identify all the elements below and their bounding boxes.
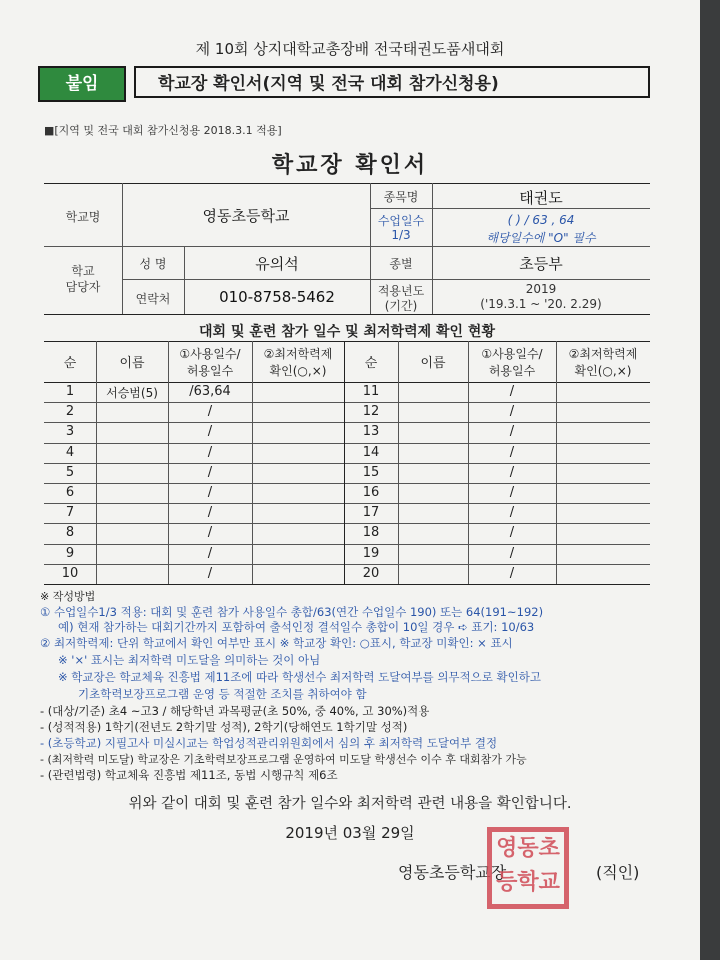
row-days: / [207,485,213,500]
contact-label: 연락처 [135,292,171,306]
row-days: / [207,404,213,419]
col-days-2-right: 허용일수 [488,364,536,378]
row-number: 8 [65,525,75,540]
row-days: / [509,546,515,561]
col-check-1-right: ②최저학력제 [568,347,638,361]
row-days: / [207,424,213,439]
note-2a: ② 최저학력제: 단위 학교에서 확인 여부만 표시 ※ 학교장 확인: ○표시, 학교장 미확인: × 표시 [40,636,513,650]
table-section-title: 대회 및 훈련 참가 일수 및 최저학력제 확인 현황 [199,324,495,340]
row-days: / [509,566,515,581]
days-note: 해당일수에 "O" 필수 [486,231,596,245]
note-2d: 기초학력보장프로그램 운영 등 적절한 조치를 취하여야 함 [78,687,367,701]
col-name-left: 이름 [119,356,145,371]
row-name: 서승범(5) [106,386,158,400]
row-number: 14 [362,445,380,460]
detail-5: - (관련법령) 학교체육 진흥법 제11조, 동법 시행규칙 제6조 [40,768,338,782]
row-number: 20 [362,566,380,581]
col-days-2-left: 허용일수 [186,364,234,378]
row-number: 6 [65,485,75,500]
col-name-right: 이름 [420,356,446,371]
form-tag: ■[지역 및 전국 대회 참가신청용 2018.3.1 적용] [44,124,282,137]
col-check-2-right: 확인(○,×) [574,364,632,378]
name-value: 유의석 [255,255,299,273]
row-days: / [509,424,515,439]
event-value: 태권도 [519,189,563,207]
row-days: / [509,404,515,419]
attachment-title: 학교장 확인서(지역 및 전국 대회 참가신청용) [134,66,650,98]
official-seal [487,827,569,909]
category-label: 종별 [389,257,413,271]
row-number: 5 [65,465,75,480]
seal-text-2: 등학교 [496,870,560,895]
principal-name: 영동초등학교장 [398,863,507,882]
note-1a: ① 수업일수1/3 적용: 대회 및 훈련 참가 사용일수 총합/63(연간 수업일수 190) 또는 64(191~192) [40,605,544,619]
year-value: 2019 [525,282,557,296]
school-name: 영동초등학교 [202,207,290,225]
row-days: / [207,525,213,540]
col-check-1-left: ②최저학력제 [263,347,333,361]
year-label-1: 적용년도 [377,284,425,298]
days-value: ( ) / 63 , 64 [507,213,575,227]
col-no-right: 순 [364,356,378,371]
confirm-date: 2019년 03월 29일 [285,824,415,842]
note-2c: ※ 학교장은 학교체육 진흥법 제11조에 따라 학생선수 최저학력 도달여부를 의무적으로 확인하고 [58,670,541,684]
col-check-2-left: 확인(○,×) [269,364,327,378]
row-number: 11 [362,384,380,399]
row-days: / [509,505,515,520]
row-number: 3 [65,424,75,439]
year-label-2: (기간) [384,299,418,313]
col-days-1-left: ①사용일수/ [179,347,241,361]
row-days: / [207,445,213,460]
contact-value: 010-8758-5462 [219,288,335,306]
row-days: / [207,566,213,581]
note-1b: 예) 현재 참가하는 대회기간까지 포함하여 출석인정 결석일수 총합이 10일 경우 ➪ 표기: 10/63 [58,620,535,634]
note-2b: ※ '×' 표시는 최저학력 미도달을 의미하는 것이 아님 [58,653,321,667]
detail-2: - (성적적용) 1학기(전년도 2학기말 성적), 2학기(당해연도 1학기말 성적) [40,720,408,734]
row-number: 19 [362,546,380,561]
row-days: / [207,505,213,520]
manager-label-2: 담당자 [65,280,101,294]
confirm-text: 위와 같이 대회 및 훈련 참가 일수와 최저학력 관련 내용을 확인합니다. [128,796,572,812]
row-days: / [509,384,515,399]
row-number: 4 [65,445,75,460]
col-days-1-right: ①사용일수/ [481,347,543,361]
name-label: 성 명 [139,257,167,271]
row-number: 18 [362,525,380,540]
row-days: /63,64 [189,384,231,399]
notes-heading: ※ 작성방법 [40,590,96,603]
row-number: 13 [362,424,380,439]
row-number: 16 [362,485,380,500]
seal-label: (직인) [596,863,640,882]
row-number: 12 [362,404,380,419]
detail-4: - (최저학력 미도달) 학교장은 기초학력보장프로그램 운영하여 미도달 학생선수 이수 후 대회참가 가능 [40,753,527,766]
row-number: 15 [362,465,380,480]
days-label-1: 수업일수 [377,214,425,228]
row-days: / [509,485,515,500]
row-number: 9 [65,546,75,561]
doc-title: 학교장 확인서 [271,153,429,178]
row-days: / [509,445,515,460]
attachment-badge: 붙임 [38,66,126,102]
period-value: ('19.3.1 ~ '20. 2.29) [480,297,602,311]
col-no-left: 순 [63,356,77,371]
event-title: 제 10회 상지대학교총장배 전국태권도품새대회 [195,40,505,58]
row-number: 1 [65,384,75,399]
row-number: 7 [65,505,75,520]
row-number: 17 [362,505,380,520]
school-label: 학교명 [65,210,101,224]
days-label-2: 1/3 [391,228,411,242]
event-label: 종목명 [383,190,419,204]
seal-text-1: 영동초 [496,836,560,861]
manager-label-1: 학교 [71,264,95,278]
row-number: 2 [65,404,75,419]
row-number: 10 [61,566,79,581]
row-days: / [207,465,213,480]
category-value: 초등부 [519,255,563,273]
detail-1: - (대상/기준) 초4 ~고3 / 해당학년 과목평균(초 50%, 중 40%, 고 30%)적용 [40,704,430,718]
row-days: / [509,525,515,540]
detail-3: - (초등학교) 지필고사 미실시교는 학업성적관리위원회에서 심의 후 최저학력 도달여부 결정 [40,736,498,750]
row-days: / [207,546,213,561]
row-days: / [509,465,515,480]
